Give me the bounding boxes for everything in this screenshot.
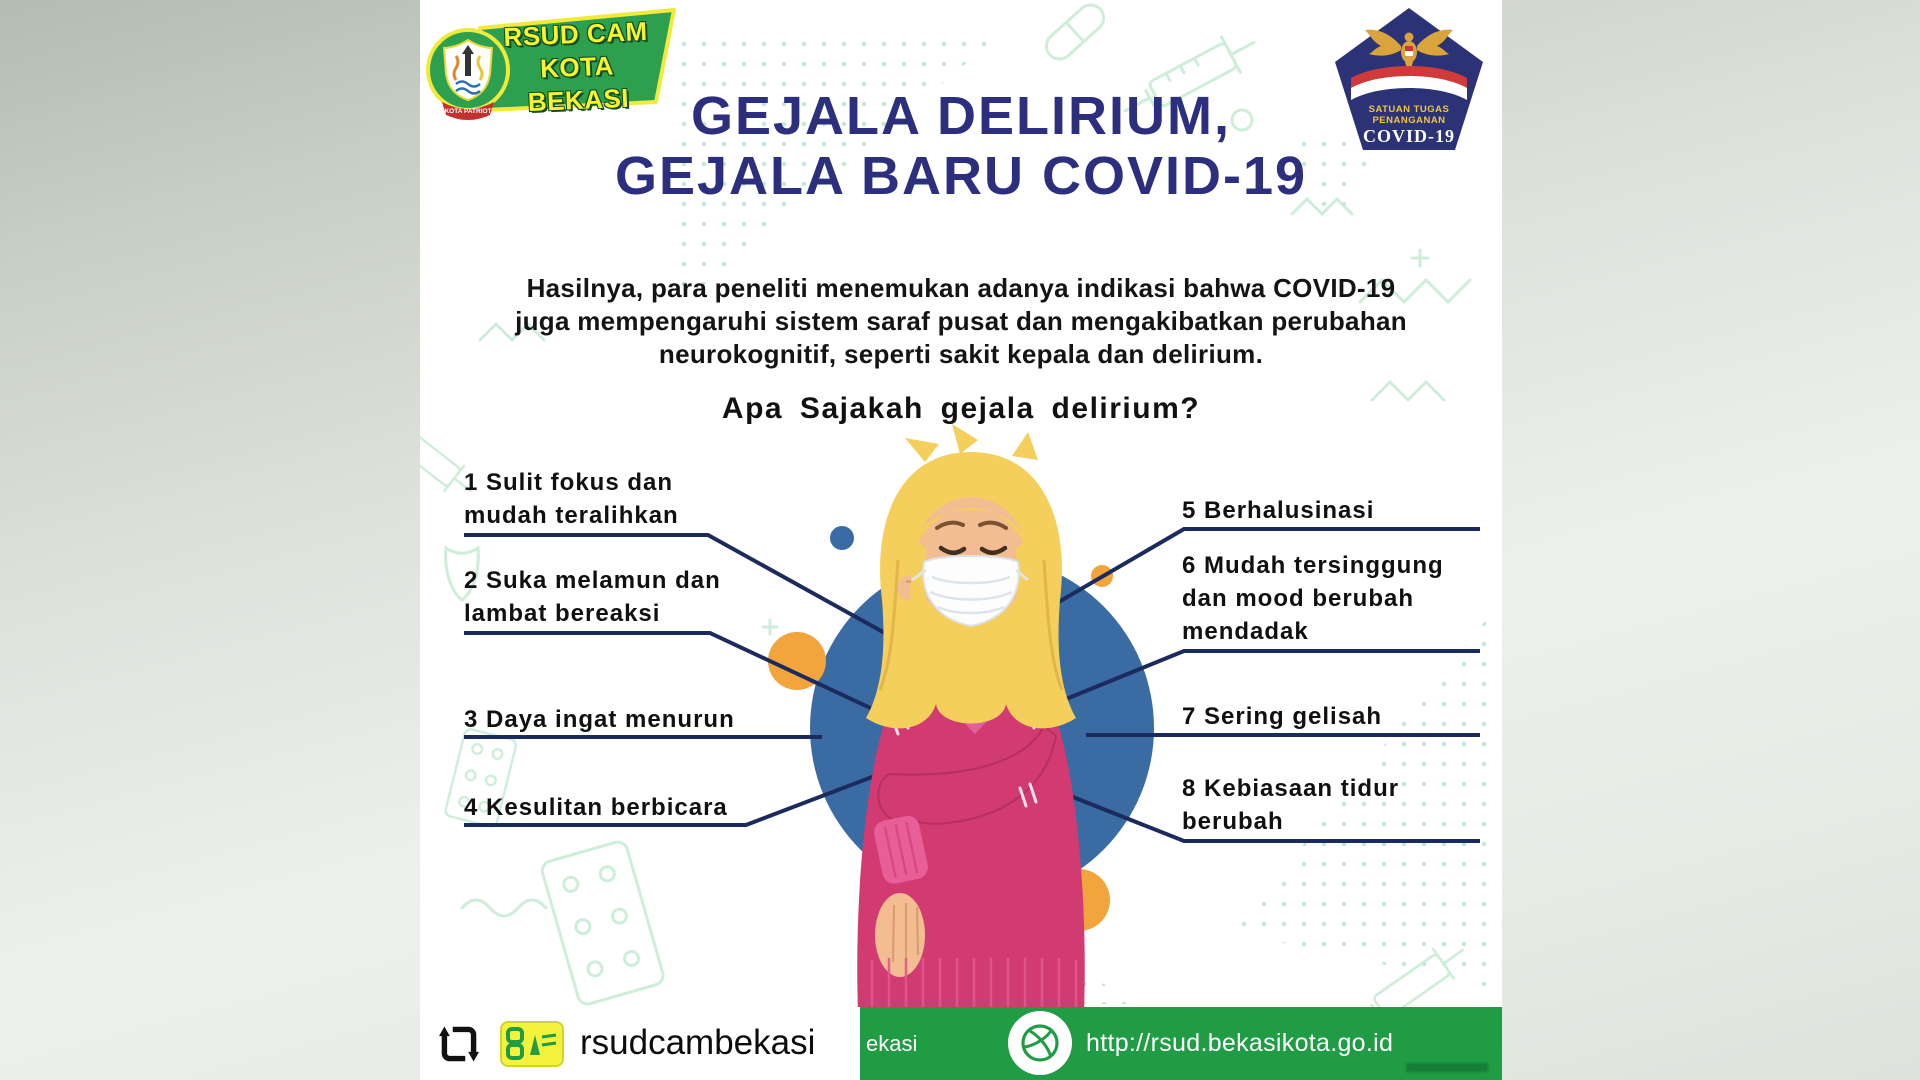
person-figure <box>857 424 1085 1012</box>
intro-paragraph: Hasilnya, para peneliti menemukan adanya indikasi bahwa COVID-19 juga mempengaruhi sistem saraf pusat dan mengakibatkan perubahan neurokognitif, seperti sakit kepala dan delirium. <box>515 273 1407 369</box>
infographic-poster <box>420 0 1502 1080</box>
question-heading: Apa Sajakah gejala delirium? <box>721 392 1201 425</box>
page-title <box>420 86 1502 206</box>
symptom-label-4: 4 Kesulitan berbicara <box>464 794 728 821</box>
satgas-line3: COVID-19 <box>1363 126 1455 146</box>
repost-username: rsudcambekasi <box>580 1023 816 1062</box>
symptom-label-7: 7 Sering gelisah <box>1182 703 1383 730</box>
globe-icon <box>1008 1011 1072 1075</box>
image-credit-smudge <box>1406 1063 1488 1072</box>
footer-partial-username: ekasi <box>866 1031 918 1056</box>
satgas-line1: SATUAN TUGAS <box>1368 104 1450 115</box>
symptom-label-8: 8 Kebiasaan tidur berubah <box>1182 775 1400 835</box>
symptom-label-2: 2 Suka melamun dan lambat bereaksi <box>464 567 721 627</box>
title-line1: GEJALA DELIRIUM, <box>690 86 1232 146</box>
symptom-label-6: 6 Mudah tersinggung dan mood berubah mendadak <box>1182 552 1444 645</box>
title-line2: GEJALA BARU COVID-19 <box>614 146 1308 206</box>
satgas-line2: PENANGANAN <box>1372 115 1446 126</box>
rsud-logo-line1: RSUD CAM <box>502 15 649 53</box>
rsud-mini-logo-icon <box>500 1021 564 1067</box>
symptom-label-5: 5 Berhalusinasi <box>1182 497 1375 524</box>
repost-attribution <box>420 1007 860 1080</box>
symptom-label-1: 1 Sulit fokus dan mudah teralihkan <box>464 469 679 529</box>
symptom-label-3: 3 Daya ingat menurun <box>464 706 735 733</box>
footer-website: http://rsud.bekasikota.go.id <box>1086 1029 1394 1057</box>
repost-icon <box>434 1019 484 1069</box>
rsud-emblem-motto: KOTA PATRIOT <box>444 108 492 115</box>
rsud-logo-line2: KOTA BEKASI <box>527 50 630 118</box>
footer-bar <box>860 1007 1502 1080</box>
